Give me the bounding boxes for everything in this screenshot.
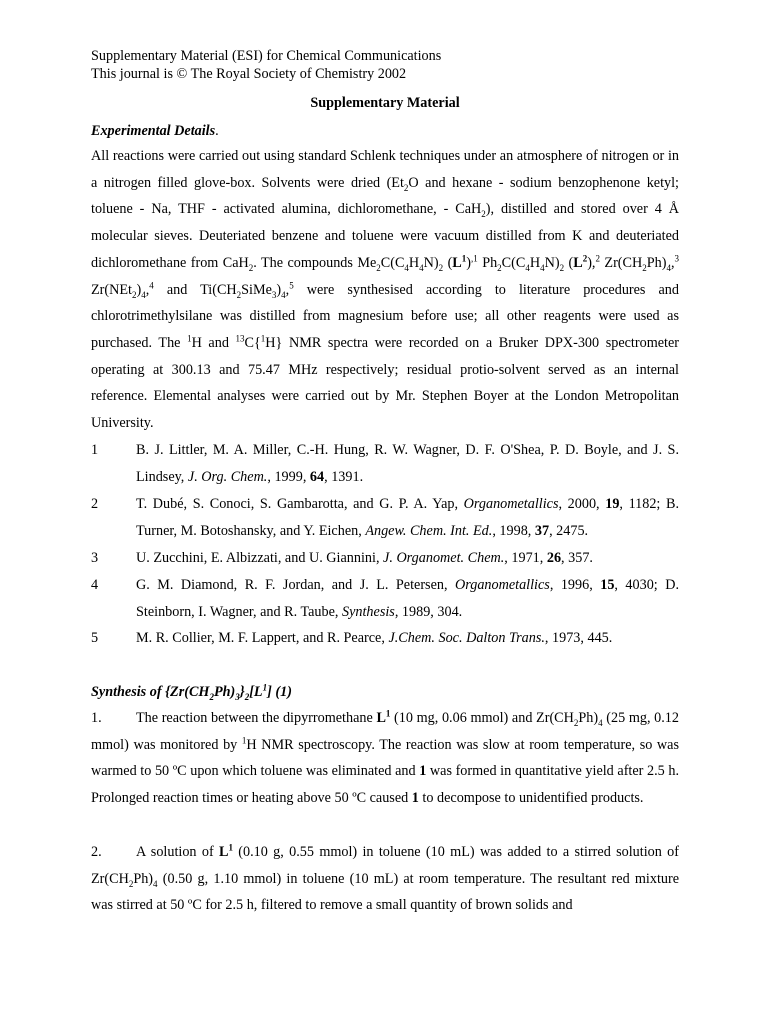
- reference-1: 1 B. J. Littler, M. A. Miller, C.-H. Hung, R. W. Wagner, D. F. O'Shea, P. D. Boyle, and J. S. Lindsey, J. Org. Chem., 1999, 64, 1391.: [91, 437, 679, 490]
- reference-5: 5 M. R. Collier, M. F. Lappert, and R. Pearce, J.Chem. Soc. Dalton Trans., 1973, 445.: [91, 625, 679, 652]
- synthesis-heading: Synthesis of $\{Zr(CH_2Ph)_3\}_2[L^1]$ (1): [91, 682, 292, 702]
- synthesis-paragraph-1: 1. The reaction between the dipyrromethane $L^1$ (10 mg, 0.06 mmol) and $Zr(CH_2Ph)_4$ (25 mg, 0.12 mmol) was monitored by $^1$H NMR spectroscopy. The reaction was slow at room temperature, so was warmed to 50 ºC upon which toluene was eliminated and 1 was formed in quantitative yield after 2.5 h. Prolonged reaction times or heating above 50 ºC caused 1 to decompose to unidentified products.: [91, 705, 679, 812]
- experimental-paragraph: All reactions were carried out using standard Schlenk techniques under an atmosphere of nitrogen or in a nitrogen filled glove-box. Solvents were dried ($Et_2O$ and hexane - sodium benzophenone ketyl; toluene - Na, THF - activated alumina, dichloromethane, - CaH$_2$), distilled and stored over 4 Å molecular sieves. Deuteriated benzene and toluene were vacuum distilled from K and deuteriated dichloromethane from CaH$_2$. The compounds $Me_2C(C_4H_4N)_2$ $(L^1)^{,1}$ $Ph_2C(C_4H_4N)_2$ $(L^2),^2$ $Zr(CH_2Ph)_4,^3$ $Zr(NEt_2)_4,^4$ and $Ti(CH_2SiMe_3)_4,^5$ were synthesised according to literature procedures and chlorotrimethylsilane was distilled from magnesium before use; all other reagents were used as purchased. The $^1$H and $^{13}$C{$^1$H} NMR spectra were recorded on a Bruker DPX-300 spectrometer operating at 300.13 and 75.47 MHz respectively; residual protio-solvent served as an internal reference. Elemental analyses were carried out by Mr. Stephen Boyer at the London Metropolitan University.: [91, 148, 679, 432]
- experimental-heading: Experimental Details.: [91, 123, 219, 139]
- reference-number: 5: [91, 630, 99, 646]
- synthesis-paragraph-2: 2. A solution of $L^1$ (0.10 g, 0.55 mmol) in toluene (10 mL) was added to a stirred solution of $Zr(CH_2Ph)_4$ (0.50 g, 1.10 mmol) in toluene (10 mL) at room temperature. The resultant red mixture was stirred at 50 ºC for 2.5 h, filtered to remove a small quantity of brown solids and: [91, 839, 679, 919]
- header-line-2: This journal is © The Royal Society of Chemistry 2002: [91, 66, 407, 82]
- paragraph-number: 2.: [91, 844, 102, 860]
- reference-number: 2: [91, 496, 99, 512]
- reference-number: 3: [91, 550, 99, 566]
- reference-3: 3 U. Zucchini, E. Albizzati, and U. Giannini, J. Organomet. Chem., 1971, 26, 357.: [91, 545, 679, 572]
- reference-number: 1: [91, 442, 99, 458]
- reference-2: 2 T. Dubé, S. Conoci, S. Gambarotta, and G. P. A. Yap, Organometallics, 2000, 19, 1182; B. Turner, M. Botoshansky, and Y. Eichen, Angew. Chem. Int. Ed., 1998, 37, 2475.: [91, 491, 679, 544]
- journal-header: [91, 47, 441, 83]
- reference-number: 4: [91, 577, 99, 593]
- page-title: Supplementary Material: [310, 95, 460, 111]
- reference-4: 4 G. M. Diamond, R. F. Jordan, and J. L. Petersen, Organometallics, 1996, 15, 4030; D. Steinborn, I. Wagner, and R. Taube, Synthesis, 1989, 304.: [91, 572, 679, 625]
- header-line-1: Supplementary Material (ESI) for Chemical Communications: [91, 48, 442, 64]
- paragraph-number: 1.: [91, 710, 102, 726]
